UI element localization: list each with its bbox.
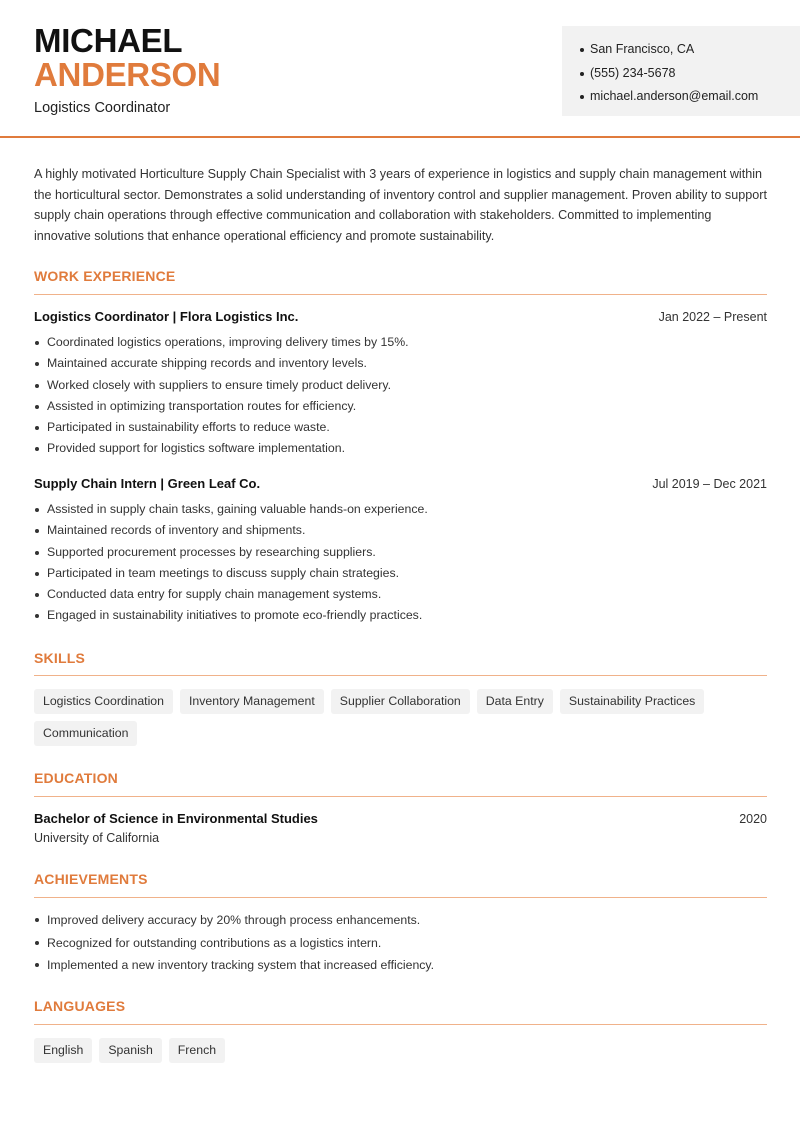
job-title: Logistics Coordinator bbox=[34, 100, 171, 116]
education-school: University of California bbox=[34, 831, 160, 845]
last-name: ANDERSON bbox=[34, 56, 221, 93]
first-name: MICHAEL bbox=[34, 22, 183, 59]
section-divider bbox=[34, 675, 767, 676]
job-dates: Jul 2019 – Dec 2021 bbox=[652, 477, 767, 491]
list-item: Participated in team meetings to discuss supply chain strategies. bbox=[34, 563, 428, 584]
job-bullets bbox=[34, 499, 428, 627]
language-tag: Spanish bbox=[99, 1038, 161, 1063]
contact-phone: (555) 234-5678 bbox=[580, 62, 758, 86]
section-title-languages: LANGUAGES bbox=[34, 998, 126, 1014]
languages-tags bbox=[34, 1038, 767, 1063]
list-item: Recognized for outstanding contributions as a logistics intern. bbox=[34, 932, 434, 955]
skill-tag: Logistics Coordination bbox=[34, 689, 173, 714]
section-title-skills: SKILLS bbox=[34, 650, 85, 666]
language-tag: French bbox=[169, 1038, 225, 1063]
contact-list bbox=[580, 38, 758, 109]
list-item: Assisted in optimizing transportation routes for efficiency. bbox=[34, 396, 409, 417]
list-item: Provided support for logistics software implementation. bbox=[34, 438, 409, 459]
list-item: Improved delivery accuracy by 20% through process enhancements. bbox=[34, 909, 434, 932]
list-item: Maintained accurate shipping records and inventory levels. bbox=[34, 353, 409, 374]
skill-tag: Inventory Management bbox=[180, 689, 324, 714]
achievements-list bbox=[34, 909, 434, 977]
job-bullets bbox=[34, 332, 409, 460]
language-tag: English bbox=[34, 1038, 92, 1063]
list-item: Supported procurement processes by researching suppliers. bbox=[34, 542, 428, 563]
job-dates: Jan 2022 – Present bbox=[658, 310, 767, 324]
skill-tag: Sustainability Practices bbox=[560, 689, 704, 714]
skill-tag: Communication bbox=[34, 721, 137, 746]
contact-box bbox=[562, 26, 800, 116]
section-divider bbox=[34, 294, 767, 295]
job-role: Supply Chain Intern | Green Leaf Co. bbox=[34, 476, 261, 491]
section-divider bbox=[34, 897, 767, 898]
list-item: Maintained records of inventory and shipments. bbox=[34, 520, 428, 541]
section-title-work: WORK EXPERIENCE bbox=[34, 268, 176, 284]
list-item: Participated in sustainability efforts to reduce waste. bbox=[34, 417, 409, 438]
section-divider bbox=[34, 1024, 767, 1025]
section-title-education: EDUCATION bbox=[34, 770, 118, 786]
list-item: Engaged in sustainability initiatives to promote eco-friendly practices. bbox=[34, 605, 428, 626]
contact-location: San Francisco, CA bbox=[580, 38, 758, 62]
skills-tags bbox=[34, 689, 767, 746]
list-item: Conducted data entry for supply chain management systems. bbox=[34, 584, 428, 605]
skill-tag: Supplier Collaboration bbox=[331, 689, 470, 714]
job-header bbox=[34, 475, 767, 493]
list-item: Worked closely with suppliers to ensure timely product delivery. bbox=[34, 375, 409, 396]
skill-tag: Data Entry bbox=[477, 689, 553, 714]
education-year: 2020 bbox=[739, 812, 767, 826]
section-divider bbox=[34, 796, 767, 797]
section-title-achievements: ACHIEVEMENTS bbox=[34, 871, 148, 887]
education-degree: Bachelor of Science in Environmental Studies bbox=[34, 811, 318, 826]
list-item: Coordinated logistics operations, improving delivery times by 15%. bbox=[34, 332, 409, 353]
summary-text: A highly motivated Horticulture Supply Chain Specialist with 3 years of experience in logistics and supply chain management within the horticultural sector. Demonstrates a solid understanding of inventory control and supplier management. Proven ability to support supply chain operations through effective communication and collaboration with stakeholders. Committed to implementing innovative solutions that enhance operational efficiency and promote sustainability. bbox=[34, 167, 767, 243]
contact-email: michael.anderson@email.com bbox=[580, 85, 758, 109]
job-header bbox=[34, 308, 767, 326]
resume-header bbox=[0, 0, 800, 138]
list-item: Implemented a new inventory tracking system that increased efficiency. bbox=[34, 954, 434, 977]
list-item: Assisted in supply chain tasks, gaining valuable hands-on experience. bbox=[34, 499, 428, 520]
job-role: Logistics Coordinator | Flora Logistics Inc. bbox=[34, 309, 299, 324]
